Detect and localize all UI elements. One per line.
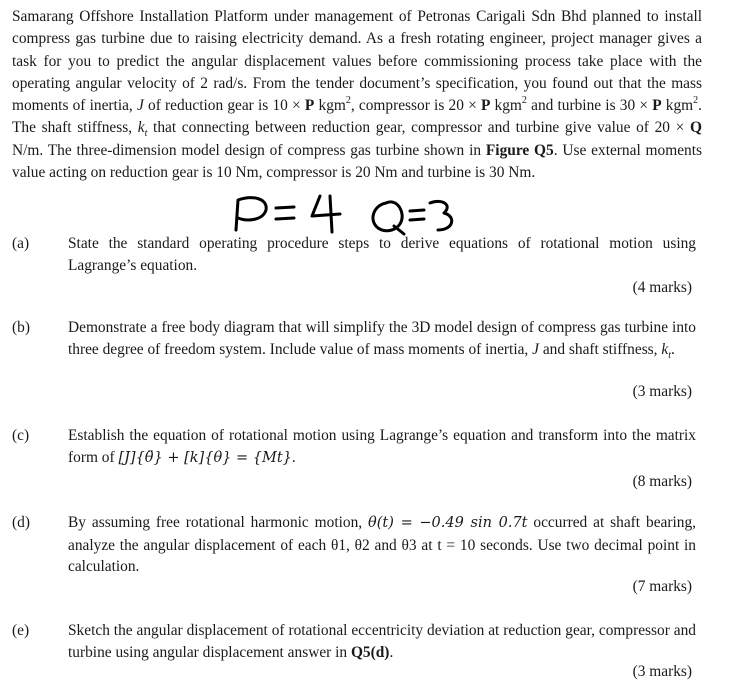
question-text-part: and shaft stiffness,	[538, 340, 662, 358]
marks-label: (4 marks)	[632, 279, 692, 296]
marks-label: (3 marks)	[632, 383, 692, 400]
question-text-part: .	[291, 448, 296, 466]
question-text-part: Demonstrate a free body diagram that will simplify the 3D model design of compress gas turbine into three degree of freedom system. Include value of mass moments of inertia,	[68, 319, 696, 358]
unit-text: kgm	[490, 97, 522, 115]
intro-text: . The shaft stiffness,	[12, 97, 703, 137]
handwritten-Q	[373, 202, 402, 231]
handwritten-equals	[276, 207, 294, 208]
question-text	[68, 317, 696, 360]
superscript: 2	[345, 95, 351, 107]
matrix-equation: [J]{θ̈} + [k]{θ} = {Mt}	[118, 449, 292, 466]
handwritten-equals	[410, 219, 424, 220]
marks-label: (7 marks)	[632, 578, 692, 595]
handwritten-3	[430, 201, 452, 230]
figure-reference: Figure Q5	[485, 141, 554, 159]
subscript: t	[668, 349, 671, 361]
question-b	[12, 317, 702, 407]
question-a	[12, 233, 702, 303]
variable-P: P	[304, 97, 315, 115]
intro-text: N/m. The three-dimension model design of compress gas turbine shown in	[12, 141, 486, 159]
question-text-part: Establish the equation of rotational motion using Lagrange’s equation and transform into the matrix form of	[68, 427, 696, 466]
intro-text: and turbine is 30 ×	[526, 97, 653, 115]
superscript: 2	[693, 95, 699, 107]
handwritten-equals	[276, 218, 294, 219]
handwritten-4	[312, 196, 340, 216]
question-label: (c)	[12, 427, 30, 444]
question-label: (a)	[12, 235, 30, 252]
symbol-k: k	[137, 119, 145, 137]
symbol-J: J	[532, 340, 539, 358]
handwritten-4	[330, 196, 332, 232]
question-text-part: Sketch the angular displacement of rotational eccentricity deviation at reduction gear, compressor and turbine using angular displacement answer in	[68, 622, 696, 661]
intro-text: . Use external moments value acting on reduction gear is 10 Nm, compressor is 20 Nm and turbine is 30 Nm.	[12, 141, 702, 182]
question-reference: Q5(d)	[350, 643, 390, 661]
intro-text: that connecting between reduction gear, compressor and turbine give value of 20 ×	[147, 119, 691, 137]
handwritten-P	[236, 198, 266, 230]
question-label: (b)	[12, 319, 30, 336]
problem-statement	[12, 6, 702, 184]
marks-label: (3 marks)	[632, 663, 692, 680]
variable-P: P	[480, 97, 491, 115]
intro-text: , compressor is 20 ×	[350, 97, 481, 115]
intro-text: Samarang Offshore Installation Platform under management of Petronas Carigali Sdn Bhd planned to install compress gas turbine due to raising electricity demand. As a fresh rotating engineer, project manager gives a task for you to predict the angular displacement values before commissioning process take place with the operating angular velocity of 2 rad/s. From the tender document’s specification, you found out that the mass moments of inertia,	[12, 8, 702, 115]
handwritten-equals	[410, 210, 424, 211]
question-e	[12, 620, 702, 684]
question-text-part: By assuming free rotational harmonic motion,	[68, 514, 369, 531]
question-text-part: occurred at shaft bearing, analyze the angular displacement of each θ1, θ2 and θ3 at t = 10 seconds. Use two decimal point in calculation.	[68, 514, 696, 575]
harmonic-equation: θ(t) = −0.49 sin 0.7t	[368, 515, 528, 531]
question-label: (d)	[12, 514, 30, 531]
question-text	[68, 512, 696, 578]
question-text	[68, 425, 696, 469]
question-text-part: .	[671, 340, 675, 358]
question-label: (e)	[12, 622, 30, 639]
marks-label: (8 marks)	[632, 473, 692, 490]
symbol-J: J	[136, 97, 144, 115]
variable-P: P	[652, 97, 662, 115]
unit-text: kgm	[661, 97, 694, 115]
unit-text: kgm	[314, 97, 346, 115]
question-text	[68, 620, 696, 663]
question-c	[12, 425, 702, 495]
question-d	[12, 512, 702, 602]
question-text: State the standard operating procedure steps to derive equations of rotational motion using Lagrange’s equation.	[68, 235, 696, 274]
superscript: 2	[521, 95, 527, 107]
variable-Q: Q	[690, 119, 702, 137]
intro-text: of reduction gear is 10 ×	[143, 97, 305, 115]
question-text-part: .	[389, 643, 394, 661]
subscript: t	[144, 128, 148, 140]
symbol-k: k	[661, 340, 669, 358]
